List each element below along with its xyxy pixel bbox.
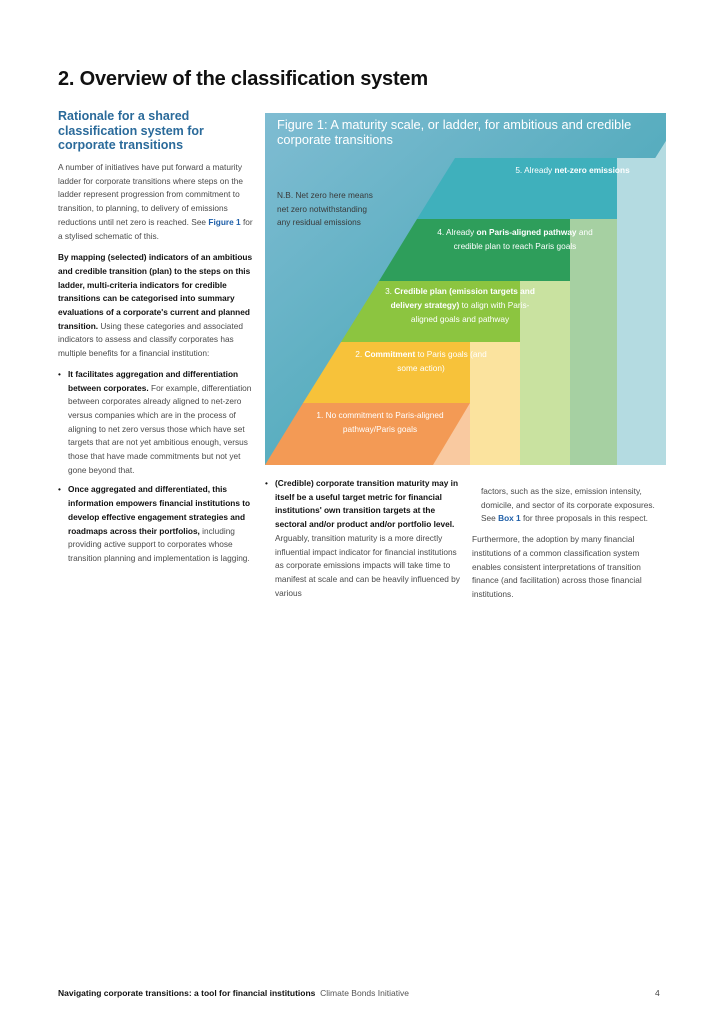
benefits-list bbox=[58, 368, 254, 566]
step-4-label: 4. Already on Paris-aligned pathway and credible plan to reach Paris goals bbox=[437, 227, 593, 251]
page-number: 4 bbox=[655, 988, 660, 998]
figure-1-link[interactable]: Figure 1 bbox=[208, 216, 241, 227]
intro-paragraph: A number of initiatives have put forward a maturity ladder for corporate transitions where steps on the ladder represent progression from commitment to transition, to planning, to delivery of emissions reductions until net zero is reached. See Figure 1 for a stylised schematic of this. bbox=[58, 162, 253, 241]
step-5-column bbox=[617, 158, 666, 465]
figure-note: N.B. Net zero here means net zero notwithstanding any residual emissions bbox=[277, 190, 373, 228]
step-1-label: 1. No commitment to Paris-aligned pathway/Paris goals bbox=[316, 410, 444, 434]
footer-document-title: Navigating corporate transitions: a tool for financial institutions bbox=[58, 988, 316, 998]
mapping-paragraph: By mapping (selected) indicators of an ambitious and credible transition (plan) to the steps on this ladder, multi-criteria indicators for credible transitions can be categorised into summary evaluations of a corporate's current and planned transition. Using these categories and associated indicators to assess and classify corporates has multiple benefits for a financial institution: bbox=[58, 252, 253, 359]
left-column bbox=[58, 161, 254, 566]
middle-column bbox=[265, 477, 461, 600]
footer bbox=[58, 988, 409, 998]
list-item: • (Credible) corporate transition maturity may in itself be a useful target metric for financial institutions' own transition targets at the sectoral and/or product and/or portfolio level. Arguably, transition maturity is a more directly influential impact indicator for financial institutions as corporate emissions impacts will take time to manifest at scale and can be heavily influenced by various bbox=[265, 477, 461, 600]
footer-organisation: Climate Bonds Initiative bbox=[320, 988, 409, 998]
target-metric-list bbox=[265, 477, 461, 600]
list-item: • Once aggregated and differentiated, this information empowers financial institutions to develop effective engagement strategies and roadmaps across their portfolios, including providing active support to corporates whose transition planning and implementation is lagging. bbox=[58, 483, 254, 565]
page-title: 2. Overview of the classification system bbox=[58, 68, 428, 90]
list-item: • It facilitates aggregation and differentiation between corporates. For example, differentiation between corporates already aligned to net-zero versus companies which are in the process of aligning to net zero versus those which have set targets that are not yet ambitious enough, versus those that have made commitments but not yet gone beyond that. bbox=[58, 368, 254, 478]
step-3-label: 3. Credible plan (emission targets and delivery strategy) to align with Paris-aligned goals and pathway bbox=[385, 286, 535, 324]
box-1-link[interactable]: Box 1 bbox=[498, 513, 521, 524]
right-column bbox=[472, 485, 668, 602]
section-subheading: Rationale for a shared classification system for corporate transitions bbox=[58, 109, 204, 152]
adoption-paragraph: Furthermore, the adoption by many financial institutions of a common classification system enables consistent interpretations of transition finance (and facilitation) across those financial institutions. bbox=[472, 534, 642, 599]
figure-title: Figure 1: A maturity scale, or ladder, for ambitious and credible corporate transitions bbox=[277, 117, 632, 147]
step-2-label: 2. Commitment to Paris goals (and some action) bbox=[355, 349, 487, 373]
continuation-paragraph: factors, such as the size, emission intensity, domicile, and sector of its corporate exposures. See Box 1 for three proposals in this respect. bbox=[481, 486, 655, 524]
step-5-label: 5. Already net-zero emissions bbox=[515, 165, 630, 175]
